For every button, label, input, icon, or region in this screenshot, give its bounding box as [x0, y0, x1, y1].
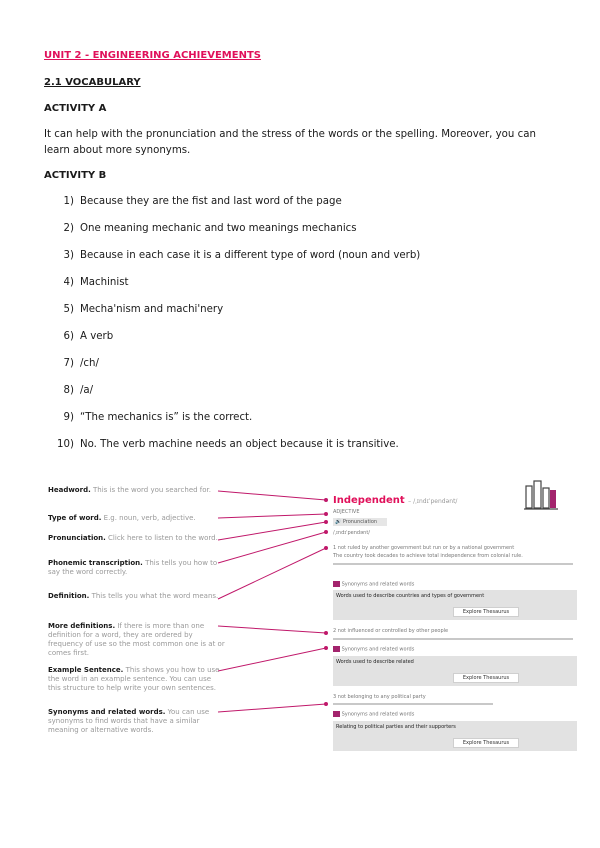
example-1: The country took decades to achieve total independence from colonial rule.	[333, 553, 523, 559]
pronunciation-button[interactable]	[333, 518, 387, 526]
label-text: Click here to listen to the word.	[108, 534, 218, 542]
section-title: 2.1 VOCABULARY	[44, 77, 141, 88]
arrow-definition	[218, 548, 326, 599]
label-text: This is the word you searched for.	[92, 486, 211, 494]
label-text: This tells you how to say the word correctly.	[48, 559, 218, 576]
item-number: 4)	[63, 277, 74, 288]
item-number: 6)	[63, 331, 74, 342]
figure-label-type	[48, 514, 226, 523]
item-text: Machinist	[80, 277, 129, 288]
transcription: /ˌɪndɪˈpendənt/	[333, 530, 370, 536]
label-title: Example Sentence.	[48, 666, 124, 674]
headword-suffix: – /ˌɪndɪˈpendənt/	[408, 498, 458, 505]
figure-label-transcription	[48, 559, 226, 577]
figure-label-synonyms	[48, 708, 226, 735]
arrow-transcription	[218, 532, 326, 563]
item-text: Because they are the fist and last word of the page	[80, 196, 342, 207]
label-title: More definitions.	[48, 622, 116, 630]
figure-label-example	[48, 666, 226, 693]
arrow-type	[218, 514, 326, 518]
definition-1: 1 not ruled by another government but run or by a national government	[333, 545, 515, 551]
explore-thesaurus-button[interactable]: Explore Thesaurus	[453, 607, 519, 617]
item-number: 8)	[63, 385, 74, 396]
pronunciation-label: Pronunciation	[342, 519, 378, 525]
label-text: If there is more than one definition for a word, they are ordered by frequency of use so the most common one is at or comes first.	[48, 622, 225, 657]
speaker-icon: 🔊	[335, 519, 342, 525]
item-text: Because in each case it is a different type of word (noun and verb)	[80, 250, 421, 261]
figure-label-pronunciation	[48, 534, 226, 543]
thesaurus-box-3	[333, 721, 577, 751]
activity-a-text: It can help with the pronunciation and the stress of the words or the spelling. Moreover, you can learn about more synonyms.	[44, 129, 536, 156]
arrow-synonyms	[218, 704, 326, 712]
text-line	[333, 638, 573, 640]
synonyms-1	[333, 581, 414, 588]
label-text: You can use synonyms to find words that have a similar meaning or alternative words.	[48, 708, 210, 734]
headword	[333, 495, 457, 506]
synonyms-label: Synonyms and related words	[341, 646, 415, 653]
item-number: 10)	[57, 439, 74, 450]
explore-thesaurus-button[interactable]: Explore Thesaurus	[453, 738, 519, 748]
figure-label-definition	[48, 592, 226, 601]
item-text: Mecha'nism and machi'nery	[80, 304, 224, 315]
plus-icon	[333, 581, 340, 587]
unit-title: UNIT 2 - ENGINEERING ACHIEVEMENTS	[44, 50, 261, 61]
synonyms-label: Synonyms and related words	[341, 711, 415, 718]
item-text: One meaning mechanic and two meanings mechanics	[80, 223, 357, 234]
books-icon	[524, 478, 558, 512]
label-title: Phonemic transcription.	[48, 559, 143, 567]
item-number: 7)	[63, 358, 74, 369]
box-text: Words used to describe related	[336, 659, 414, 665]
item-text: No. The verb machine needs an object because it is transitive.	[80, 439, 399, 450]
thesaurus-box-2	[333, 656, 577, 686]
item-number: 2)	[63, 223, 74, 234]
item-number: 5)	[63, 304, 74, 315]
dictionary-screenshot	[333, 478, 583, 778]
item-text: A verb	[80, 331, 114, 342]
headword-text: Independent	[333, 495, 405, 506]
box-text: Words used to describe countries and types of government	[336, 593, 485, 599]
arrow-example	[218, 648, 326, 671]
definition-2: 2 not influenced or controlled by other people	[333, 628, 449, 634]
item-number: 1)	[63, 196, 74, 207]
plus-icon	[333, 711, 340, 717]
synonyms-3	[333, 711, 414, 718]
synonyms-2	[333, 646, 414, 653]
explore-thesaurus-button[interactable]: Explore Thesaurus	[453, 673, 519, 683]
item-number: 3)	[63, 250, 74, 261]
label-title: Pronunciation.	[48, 534, 106, 542]
synonyms-label: Synonyms and related words	[341, 581, 415, 588]
arrow-headword	[218, 491, 326, 500]
item-text: /ch/	[80, 358, 99, 369]
item-text: “The mechanics is” is the correct.	[80, 412, 253, 423]
label-title: Type of word.	[48, 514, 102, 522]
arrow-pronunciation	[218, 522, 326, 540]
thesaurus-box-1	[333, 590, 577, 620]
activity-b-heading: ACTIVITY B	[44, 170, 107, 181]
box-text: Relating to political parties and their supporters	[336, 724, 456, 730]
label-text: This shows you how to use the word in an example sentence. You can use this structure to help write your own sentences.	[48, 666, 220, 692]
text-line	[333, 563, 573, 565]
dictionary-entry-figure	[0, 478, 600, 778]
plus-icon	[333, 646, 340, 652]
activity-a-heading: ACTIVITY A	[44, 103, 107, 114]
definition-3: 3 not belonging to any political party	[333, 694, 426, 700]
text-line	[333, 703, 493, 705]
item-number: 9)	[63, 412, 74, 423]
figure-label-headword	[48, 486, 226, 495]
arrow-more-definitions	[218, 626, 326, 633]
label-text: This tells you what the word means.	[91, 592, 219, 600]
word-type: ADJECTIVE	[333, 509, 360, 515]
label-title: Definition.	[48, 592, 90, 600]
item-text: /a/	[80, 385, 94, 396]
label-title: Synonyms and related words.	[48, 708, 166, 716]
label-text: E.g. noun, verb, adjective.	[103, 514, 196, 522]
label-title: Headword.	[48, 486, 91, 494]
figure-label-more-definitions	[48, 622, 226, 658]
